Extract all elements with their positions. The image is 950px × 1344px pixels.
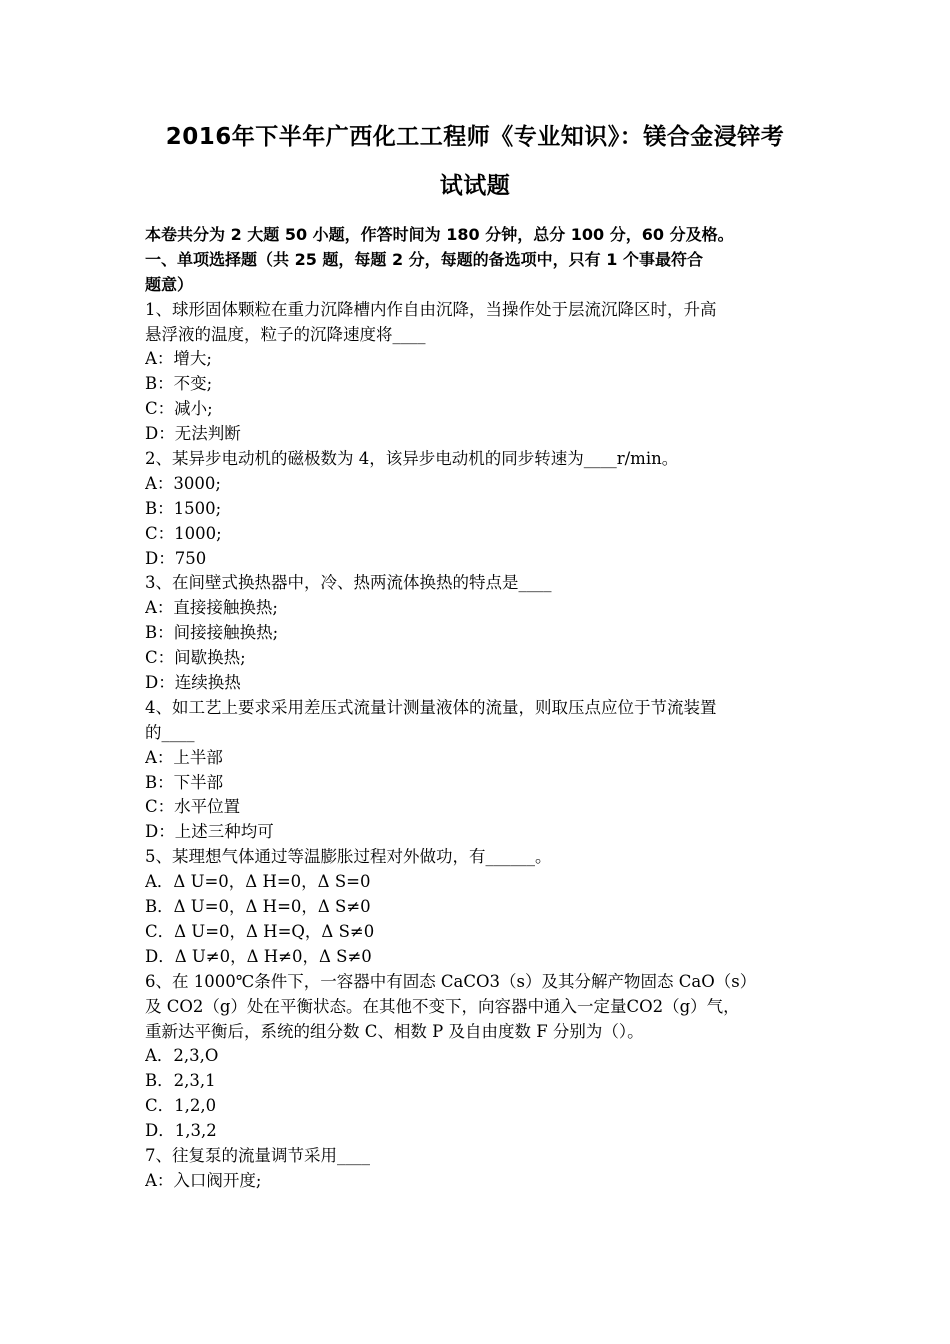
question-4: 4、如工艺上要求采用差压式流量计测量液体的流量，则取压点应位于节流装置 <box>145 697 717 717</box>
question-1-cont: 悬浮液的温度，粒子的沉降速度将____ <box>145 324 426 344</box>
question-5-option-b: B．Δ U=0，Δ H=0，Δ S≠0 <box>145 897 371 917</box>
document-body <box>145 223 815 1194</box>
question-1-option-a: A：增大; <box>145 349 212 369</box>
question-6-option-d: D．1,3,2 <box>145 1121 217 1141</box>
question-1: 1、球形固体颗粒在重力沉降槽内作自由沉降，当操作处于层流沉降区时，升高 <box>145 299 717 319</box>
question-4-option-b: B：下半部 <box>145 772 224 792</box>
section-heading: 一、单项选择题（共 25 题，每题 2 分，每题的备选项中，只有 1 个事最符合 <box>145 249 703 269</box>
question-4-cont: 的____ <box>145 722 195 742</box>
question-1-option-c: C：减小; <box>145 399 213 419</box>
question-2-option-a: A：3000; <box>145 473 221 493</box>
question-2: 2、某异步电动机的磁极数为 4，该异步电动机的同步转速为____r/min。 <box>145 449 679 469</box>
section-heading-cont: 题意） <box>145 274 194 294</box>
question-4-option-a: A：上半部 <box>145 747 223 767</box>
question-5-option-c: C．Δ U=0，Δ H=Q，Δ S≠0 <box>145 921 375 941</box>
question-7: 7、往复泵的流量调节采用____ <box>145 1145 370 1165</box>
question-6-option-c: C．1,2,0 <box>145 1096 217 1116</box>
question-5-option-a: A．Δ U=0，Δ H=0，Δ S=0 <box>145 872 371 892</box>
question-4-option-d: D：上述三种均可 <box>145 822 274 842</box>
question-6: 6、在 1000℃条件下，一容器中有固态 CaCO3（s）及其分解产物固态 CaO（s） <box>145 971 757 991</box>
question-7-option-a: A：入口阀开度; <box>145 1170 262 1190</box>
question-6-cont-1: 及 CO2（g）处在平衡状态。在其他不变下，向容器中通入一定量CO2（g）气， <box>145 996 740 1016</box>
question-4-option-c: C：水平位置 <box>145 797 241 817</box>
question-3-option-d: D：连续换热 <box>145 673 241 693</box>
question-3-option-a: A：直接接触换热; <box>145 598 278 618</box>
question-2-option-d: D：750 <box>145 548 207 568</box>
question-1-option-d: D：无法判断 <box>145 424 241 444</box>
question-2-option-c: C：1000; <box>145 523 222 543</box>
question-6-option-a: A．2,3,O <box>145 1046 219 1066</box>
question-5: 5、某理想气体通过等温膨胀过程对外做功，有______。 <box>145 847 552 867</box>
question-3: 3、在间壁式换热器中，冷、热两流体换热的特点是____ <box>145 573 552 593</box>
question-6-cont-2: 重新达平衡后，系统的组分数 C、相数 P 及自由度数 F 分别为（）。 <box>145 1021 644 1041</box>
question-3-option-c: C：间歇换热; <box>145 648 246 668</box>
question-5-option-d: D．Δ U≠0，Δ H≠0，Δ S≠0 <box>145 946 372 966</box>
question-1-option-b: B：不变; <box>145 374 213 394</box>
document-title-line-2: 试试题 <box>439 173 511 199</box>
question-3-option-b: B：间接接触换热; <box>145 623 279 643</box>
question-2-option-b: B：1500; <box>145 498 222 518</box>
exam-intro: 本卷共分为 2 大题 50 小题，作答时间为 180 分钟，总分 100 分，60 分及格。 <box>145 225 734 244</box>
question-6-option-b: B．2,3,1 <box>145 1071 216 1091</box>
document-title-line-1: 2016年下半年广西化工工程师《专业知识》：镁合金浸锌考 <box>165 124 785 150</box>
